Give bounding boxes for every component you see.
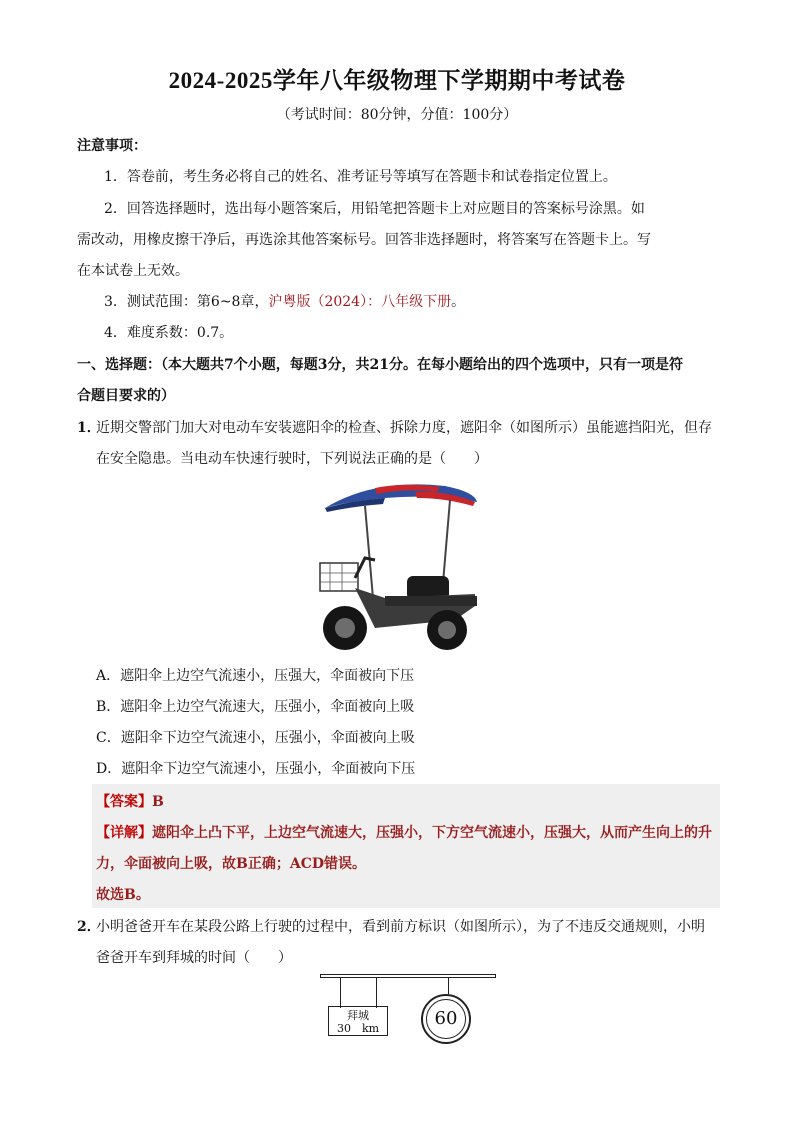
distance-sign bbox=[328, 1006, 388, 1036]
detail-text-cont: 力，伞面被向上吸，故B正确；ACD错误。 bbox=[96, 856, 366, 872]
scope-highlight: 沪粤版（2024）：八年级下册 bbox=[268, 294, 452, 310]
answer-value: B bbox=[152, 794, 164, 810]
sign-bar bbox=[320, 974, 496, 978]
conclusion-text: 故选B。 bbox=[96, 887, 150, 903]
sign-post-left bbox=[340, 978, 341, 1008]
option-c: C．遮阳伞下边空气流速小，压强小，伞面被向上吸 bbox=[96, 730, 415, 746]
notice-item-3-suffix: 。 bbox=[451, 294, 466, 310]
detail-text: 遮阳伞上凸下平，上边空气流速大，压强小，下方空气流速小，压强大，从而产生向上的升 bbox=[152, 825, 712, 841]
answer-tag: 【答案】 bbox=[96, 794, 152, 810]
option-d: D．遮阳伞下边空气流速小，压强小，伞面被向下压 bbox=[96, 761, 416, 777]
detail-line-1 bbox=[96, 822, 712, 842]
detail-line-2 bbox=[96, 853, 366, 873]
question-1-stem-line-1: 近期交警部门加大对电动车安装遮阳伞的检查、拆除力度，遮阳伞（如图所示）虽能遮挡阳光，但存 bbox=[96, 420, 712, 436]
question-2-stem-line-1: 小明爸爸开车在某段公路上行驶的过程中，看到前方标识（如图所示），为了不违反交通规则，小明 bbox=[96, 919, 705, 935]
scooter-umbrella-image bbox=[315, 478, 485, 658]
detail-tag: 【详解】 bbox=[96, 825, 152, 841]
section-1-heading: 一、选择题：（本大题共7个小题，每题3分，共21分。在每小题给出的四个选项中，只有一项是符 bbox=[77, 357, 683, 373]
notice-item-1: 1．答卷前，考生务必将自己的姓名、准考证号等填写在答题卡和试卷指定位置上。 bbox=[104, 169, 617, 185]
sign-post-right bbox=[376, 978, 377, 1008]
sign-post-speed bbox=[448, 978, 449, 994]
notice-item-3-prefix: 3．测试范围：第6~8章， bbox=[104, 294, 269, 310]
exam-info: （考试时间：80分钟，分值：100分） bbox=[276, 107, 518, 123]
option-a: A．遮阳伞上边空气流速小，压强大，伞面被向下压 bbox=[96, 668, 415, 684]
road-sign-figure bbox=[320, 972, 496, 1056]
answer-panel bbox=[92, 784, 720, 908]
question-1-number: 1． bbox=[77, 420, 101, 436]
question-2-number: 2． bbox=[77, 919, 101, 935]
notice-heading: 注意事项： bbox=[77, 138, 147, 154]
speed-limit-value: 60 bbox=[426, 999, 466, 1039]
option-b: B．遮阳伞上边空气流速大，压强小，伞面被向上吸 bbox=[96, 699, 415, 715]
question-1-stem-line-2: 在安全隐患。当电动车快速行驶时，下列说法正确的是（ ） bbox=[96, 451, 488, 467]
page-title: 2024-2025学年八年级物理下学期期中考试卷 bbox=[168, 68, 626, 93]
speed-limit-sign bbox=[421, 994, 471, 1044]
question-2-stem-line-2: 爸爸开车到拜城的时间（ ） bbox=[96, 950, 292, 966]
notice-item-4: 4．难度系数：0.7。 bbox=[104, 325, 234, 341]
notice-item-2-line-3: 在本试卷上无效。 bbox=[77, 263, 189, 279]
conclusion-line bbox=[96, 884, 150, 904]
sign-place: 拜城 bbox=[347, 1009, 369, 1022]
answer-line bbox=[96, 791, 164, 811]
notice-item-2-line-2: 需改动，用橡皮擦干净后，再选涂其他答案标号。回答非选择题时，将答案写在答题卡上。写 bbox=[77, 232, 651, 248]
notice-item-2-line-1: 2．回答选择题时，选出每小题答案后，用铅笔把答题卡上对应题目的答案标号涂黑。如 bbox=[104, 201, 645, 217]
section-1-heading-cont: 合题目要求的） bbox=[77, 388, 175, 404]
notice-item-3 bbox=[104, 292, 465, 312]
sign-distance: 30 km bbox=[336, 1022, 380, 1035]
